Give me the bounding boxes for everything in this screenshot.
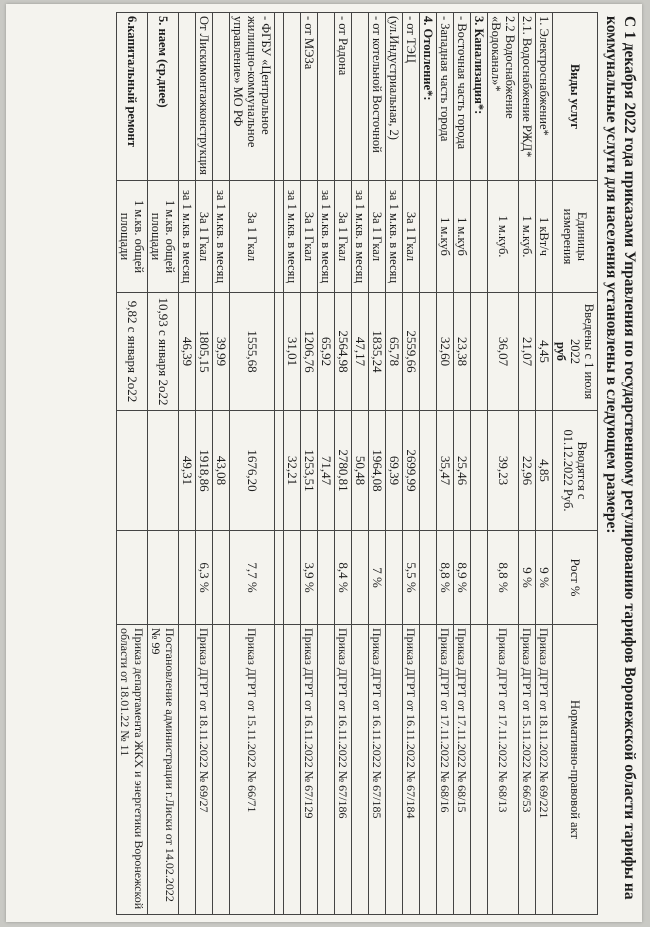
cell-july: 65,92	[318, 293, 335, 411]
cell-growth: 9 %	[536, 531, 553, 625]
cell-act: Приказ ДГРТ от 17.11.2022 № 68/16	[437, 625, 454, 915]
cell-act: Приказ ДГРТ от 18.11.2022 № 69/221	[536, 625, 553, 915]
cell-act: Приказ ДГРТ от 16.11.2022 № 67/185	[369, 625, 386, 915]
cell-growth: 3,9 %	[301, 531, 318, 625]
header-july: Введены с 1 июля 2022 руб	[553, 293, 598, 411]
table-row	[179, 13, 196, 915]
cell-dec: 1918,86	[196, 411, 213, 531]
table-row	[488, 13, 519, 915]
table-row	[536, 13, 553, 915]
table-row	[369, 13, 386, 915]
cell-july: 10,93 с января 2о22	[148, 293, 179, 411]
cell-act: Приказ ДГРТ от 17.11.2022 № 68/15	[454, 625, 471, 915]
cell-growth	[386, 531, 403, 625]
tariff-table	[116, 12, 598, 915]
cell-service: 4. Отопление*:	[420, 13, 437, 181]
table-row	[403, 13, 420, 915]
cell-unit	[420, 181, 437, 293]
cell-unit: 1 м.куб.	[519, 181, 536, 293]
cell-unit: 1 м.куб.	[488, 181, 519, 293]
cell-unit: за 1 м.кв. в месяц	[318, 181, 335, 293]
document-page	[6, 4, 642, 922]
cell-july: 2559,66	[403, 293, 420, 411]
cell-growth: 6,3 %	[196, 531, 213, 625]
cell-dec: 2780,81	[335, 411, 352, 531]
table-row	[213, 13, 230, 915]
table-row	[437, 13, 454, 915]
cell-act: Приказ ДГРТ от 15.11.2022 № 66/71	[230, 625, 275, 915]
cell-growth: 9 %	[519, 531, 536, 625]
cell-dec	[148, 411, 179, 531]
cell-dec: 43,08	[213, 411, 230, 531]
cell-july	[420, 293, 437, 411]
header-dec: Вводятся с 01.12.2022 Руб.	[553, 411, 598, 531]
cell-dec: 49,31	[179, 411, 196, 531]
cell-service: 2.2 Водоснабжение «Водоканал»*	[488, 13, 519, 181]
cell-act: Приказ ДГРТ от 16.11.2022 № 67/186	[335, 625, 352, 915]
cell-dec: 2699,99	[403, 411, 420, 531]
cell-july: 1835,24	[369, 293, 386, 411]
cell-service: - ФГБУ «Центральное жилищно-коммунальное управление» МО РФ	[230, 13, 275, 181]
header-unit: Единицы измерения	[553, 181, 598, 293]
cell-july: 39,99	[213, 293, 230, 411]
cell-unit: 1 м.куб	[454, 181, 471, 293]
cell-service: - от котельной Восточной	[369, 13, 386, 181]
cell-service: - Восточная часть города	[454, 13, 471, 181]
cell-unit: За 1 Гкал	[403, 181, 420, 293]
cell-july: 32,60	[437, 293, 454, 411]
table-row	[471, 13, 488, 915]
cell-act	[179, 625, 196, 915]
cell-service	[284, 13, 301, 181]
table-row	[196, 13, 213, 915]
cell-dec: 4,85	[536, 411, 553, 531]
cell-act: Приказ ДГРТ от 16.11.2022 № 67/129	[301, 625, 318, 915]
table-row	[454, 13, 471, 915]
cell-unit: 1 м.кв. общей площади	[148, 181, 179, 293]
cell-service	[318, 13, 335, 181]
cell-dec: 69,39	[386, 411, 403, 531]
cell-dec	[471, 411, 488, 531]
cell-unit: за 1 м.кв. в месяц	[179, 181, 196, 293]
cell-service: 5. наем (ср.днее)	[148, 13, 179, 181]
cell-unit: За 1 Гкал	[335, 181, 352, 293]
cell-july: 47,17	[352, 293, 369, 411]
cell-growth	[471, 531, 488, 625]
table-spacer-row	[275, 13, 284, 915]
cell-unit: за 1 м.кв. в месяц	[284, 181, 301, 293]
cell-unit: за 1 м.кв. в месяц	[386, 181, 403, 293]
header-act: Нормативно-правовой акт	[553, 625, 598, 915]
cell-service	[213, 13, 230, 181]
rotated-content	[6, 4, 642, 922]
table-header-row	[553, 13, 598, 915]
cell-unit: 1 м.куб	[437, 181, 454, 293]
table-row	[284, 13, 301, 915]
cell-act	[420, 625, 437, 915]
cell-act: Приказ ДГРТ от 15.11.2022 № 66/53	[519, 625, 536, 915]
cell-service: - Западная часть города	[437, 13, 454, 181]
cell-growth	[213, 531, 230, 625]
table-row	[352, 13, 369, 915]
cell-july: 9,82 с января 2о22	[117, 293, 148, 411]
cell-service	[179, 13, 196, 181]
cell-act	[284, 625, 301, 915]
header-growth: Рост %	[553, 531, 598, 625]
cell-growth	[148, 531, 179, 625]
cell-growth: 7 %	[369, 531, 386, 625]
cell-july: 23,38	[454, 293, 471, 411]
cell-dec: 1964,08	[369, 411, 386, 531]
cell-growth: 8,8 %	[437, 531, 454, 625]
cell-july: 4,45	[536, 293, 553, 411]
cell-july: 21,07	[519, 293, 536, 411]
cell-dec: 71,47	[318, 411, 335, 531]
cell-growth	[284, 531, 301, 625]
cell-act	[386, 625, 403, 915]
cell-july: 1555,68	[230, 293, 275, 411]
document-title: С 1 декабря 2022 года приказами Управления по государственному регулированию тарифов Воронежской области тарифы на коммунальные услуги для населения установлены в следующем размере:	[603, 16, 638, 900]
cell-dec: 39,23	[488, 411, 519, 531]
cell-dec: 25,46	[454, 411, 471, 531]
cell-july: 2564,98	[335, 293, 352, 411]
cell-act	[352, 625, 369, 915]
cell-july: 65,78	[386, 293, 403, 411]
header-service: Виды услуг	[553, 13, 598, 181]
cell-service: 1. Электроснабжение*	[536, 13, 553, 181]
cell-july: 46,39	[179, 293, 196, 411]
cell-dec: 1676,20	[230, 411, 275, 531]
cell-growth: 8,8 %	[488, 531, 519, 625]
table-row	[519, 13, 536, 915]
table-row	[318, 13, 335, 915]
cell-service: 2.1. Водоснабжение РЖД*	[519, 13, 536, 181]
cell-service: - от ТЭЦ	[403, 13, 420, 181]
cell-act: Приказ ДГРТ от 17.11.2022 № 68/13	[488, 625, 519, 915]
cell-unit: За 1 Гкал	[196, 181, 213, 293]
cell-service: (ул.Индустриальная, 2)	[386, 13, 403, 181]
cell-dec: 32,21	[284, 411, 301, 531]
cell-service: 3. Канализация*:	[471, 13, 488, 181]
cell-act: Приказ ДГРТ от 16.11.2022 № 67/184	[403, 625, 420, 915]
cell-dec: 22,96	[519, 411, 536, 531]
cell-dec: 50,48	[352, 411, 369, 531]
cell-service: - от Радона	[335, 13, 352, 181]
cell-growth: 8,4 %	[335, 531, 352, 625]
table-row	[335, 13, 352, 915]
cell-service	[352, 13, 369, 181]
cell-act: Приказ ДГРТ от 18.11.2022 № 69/27	[196, 625, 213, 915]
cell-unit: За 1 Гкал	[230, 181, 275, 293]
table-row	[420, 13, 437, 915]
cell-unit	[471, 181, 488, 293]
cell-growth: 5,5 %	[403, 531, 420, 625]
cell-july: 1206,76	[301, 293, 318, 411]
table-row	[148, 13, 179, 915]
cell-july: 1805,15	[196, 293, 213, 411]
cell-unit: За 1 Гкал	[369, 181, 386, 293]
cell-dec: 35,47	[437, 411, 454, 531]
cell-unit: за 1 м.кв. в месяц	[213, 181, 230, 293]
cell-july	[471, 293, 488, 411]
cell-july: 31,01	[284, 293, 301, 411]
cell-dec	[117, 411, 148, 531]
cell-act: Постановление администрации г.Лиски от 14.02.2022 № 99	[148, 625, 179, 915]
cell-service: 6.капитальный ремонт	[117, 13, 148, 181]
table-row	[230, 13, 275, 915]
cell-act: Приказ департамента ЖКХ и энергетики Воронежской области от 18.01.22 № 11	[117, 625, 148, 915]
cell-unit: За 1 Гкал	[301, 181, 318, 293]
cell-dec: 1253,51	[301, 411, 318, 531]
cell-unit: 1 м.кв. общей площади	[117, 181, 148, 293]
cell-act	[213, 625, 230, 915]
header-rub: руб	[554, 341, 568, 362]
table-row	[386, 13, 403, 915]
table-row	[117, 13, 148, 915]
cell-act	[471, 625, 488, 915]
cell-growth	[420, 531, 437, 625]
cell-july: 36,07	[488, 293, 519, 411]
cell-unit: 1 кВт/ч	[536, 181, 553, 293]
cell-growth	[352, 531, 369, 625]
cell-growth: 7,7 %	[230, 531, 275, 625]
cell-service: От Лискимонтажконструкция	[196, 13, 213, 181]
table-row	[301, 13, 318, 915]
cell-growth	[318, 531, 335, 625]
cell-act	[318, 625, 335, 915]
cell-unit: за 1 м.кв. в месяц	[352, 181, 369, 293]
cell-service: - от МЭЗа	[301, 13, 318, 181]
cell-dec	[420, 411, 437, 531]
cell-growth	[117, 531, 148, 625]
cell-growth	[179, 531, 196, 625]
cell-growth: 8,9 %	[454, 531, 471, 625]
